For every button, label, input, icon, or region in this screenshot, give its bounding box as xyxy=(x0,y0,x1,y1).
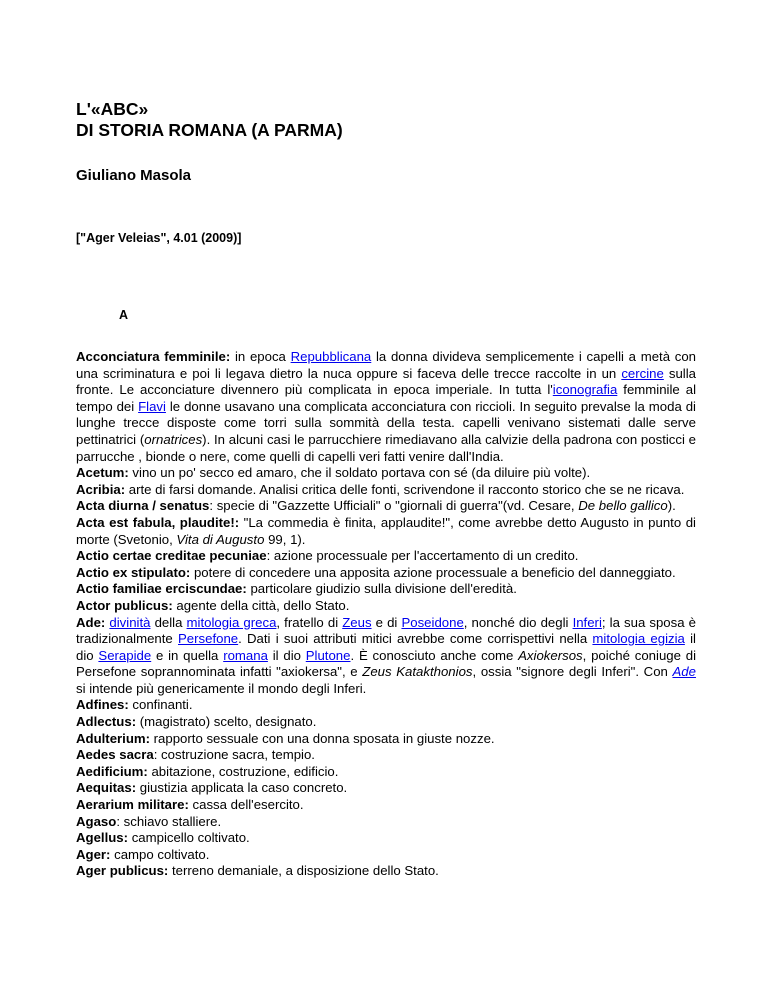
entry-term: Aequitas: xyxy=(76,780,137,796)
entry-text: "La commedia è finita, applaudite!", come avrebbe detto Augusto in punto di morte (Svetonio, xyxy=(76,514,696,547)
entry-link[interactable]: romana xyxy=(223,647,268,663)
entry-text: : azione processuale per l'accertamento di un credito. xyxy=(266,548,579,564)
entry-text: campicello coltivato. xyxy=(128,830,250,846)
entry-text: campo coltivato. xyxy=(110,846,210,862)
entry-term: Adulterium: xyxy=(76,730,150,746)
entry-term: Actio ex stipulato: xyxy=(76,564,191,580)
entry-text: , nonché dio degli xyxy=(463,614,573,630)
entry-italic-text: De bello gallico xyxy=(578,498,668,514)
source-citation: ["Ager Veleias", 4.01 (2009)] xyxy=(76,231,242,245)
entry-text: (magistrato) scelto, designato. xyxy=(136,714,317,730)
glossary-entry xyxy=(76,598,696,615)
glossary-entry xyxy=(76,515,696,548)
title-line-1: L'«ABC» xyxy=(76,99,149,119)
glossary-entry xyxy=(76,731,696,748)
entry-term: Aedes sacra xyxy=(76,747,154,763)
title-line-2: DI STORIA ROMANA (A PARMA) xyxy=(76,120,343,140)
entry-term: Actio certae creditae pecuniae xyxy=(76,548,267,564)
entry-text: : schiavo stalliere. xyxy=(116,813,222,829)
glossary-entry xyxy=(76,714,696,731)
entry-text: vino un po' secco ed amaro, che il soldato portava con sé (da diluire più volte). xyxy=(128,465,591,481)
entry-link[interactable]: cercine xyxy=(621,365,664,381)
entry-link[interactable]: iconografia xyxy=(552,382,618,398)
entry-term: Acconciatura femminile: xyxy=(76,349,231,364)
entry-italic-text: ornatrices xyxy=(144,431,203,447)
section-letter: A xyxy=(119,308,129,322)
entry-link[interactable]: mitologia egizia xyxy=(592,631,685,647)
entry-text: abitazione, costruzione, edificio. xyxy=(147,763,339,779)
entry-term: Agaso xyxy=(76,813,117,829)
entry-text: sulla fronte. Le acconciature divennero più complicata in epoca imperiale. In tutta l' xyxy=(76,365,696,398)
author-name: Giuliano Masola xyxy=(76,167,192,184)
entry-term: Aedificium: xyxy=(76,763,148,779)
glossary-entry xyxy=(76,697,696,714)
entry-text: : costruzione sacra, tempio. xyxy=(153,747,315,763)
entry-term: Adlectus: xyxy=(76,714,137,730)
entry-link[interactable]: Serapide xyxy=(98,647,152,663)
entry-link[interactable]: mitologia greca xyxy=(186,614,277,630)
entry-text: della xyxy=(150,614,187,630)
entry-text: . Dati i suoi attributi mitici avrebbe come corrispettivi nella xyxy=(238,631,593,647)
entry-text: in epoca xyxy=(230,349,291,364)
glossary-entry xyxy=(76,830,696,847)
entry-text: si intende più genericamente il mondo degli Inferi. xyxy=(76,680,367,696)
entry-text: il dio xyxy=(267,647,306,663)
entry-text: . È conosciuto anche come xyxy=(350,647,519,663)
entry-link[interactable]: Poseidone xyxy=(401,614,464,630)
glossary-entry xyxy=(76,747,696,764)
entry-link[interactable]: Ade xyxy=(672,664,696,680)
entry-term: Actor publicus: xyxy=(76,597,173,613)
entry-term: Agellus: xyxy=(76,830,129,846)
entry-text: femminile al tempo dei xyxy=(76,382,696,414)
entry-text: , poiché coniuge di Persefone soprannominata infatti "axiokersa", e xyxy=(76,647,697,680)
entry-italic-text: Zeus Katakthonios xyxy=(362,664,473,680)
entry-term: Acta est fabula, plaudite!: xyxy=(76,514,240,530)
entry-text: particolare giudizio sulla divisione dell'eredità. xyxy=(246,581,517,597)
entry-text: il dio xyxy=(76,631,696,663)
entry-italic-text: Axiokersos xyxy=(518,647,583,663)
entry-text: terreno demaniale, a disposizione dello Stato. xyxy=(168,863,439,879)
glossary-entry xyxy=(76,581,696,598)
glossary-entry xyxy=(76,797,696,814)
entry-link[interactable]: Repubblicana xyxy=(290,349,372,364)
glossary-entry xyxy=(76,615,696,698)
entry-term: Actio familiae erciscundae: xyxy=(76,581,247,597)
entry-link[interactable]: Persefone xyxy=(178,631,239,647)
entry-text: , ossia "signore degli Inferi". Con xyxy=(472,664,673,680)
entry-link[interactable]: Flavi xyxy=(138,398,166,414)
entry-text: la donna divideva semplicemente i capelli a metà con una scriminatura e poi li legava dietro la nuca oppure si faceva delle trecce raccolte in un xyxy=(76,349,697,381)
entry-term: Acetum: xyxy=(76,465,129,481)
entry-term: Ager publicus: xyxy=(76,863,169,879)
entry-text: rapporto sessuale con una donna sposata in giuste nozze. xyxy=(150,730,495,746)
entry-text: ). xyxy=(667,498,676,514)
entry-text: : specie di "Gazzette Ufficiali" o "giornali di guerra"(vd. Cesare, xyxy=(209,498,579,514)
entry-text: cassa dell'esercito. xyxy=(188,797,304,813)
entry-text: e di xyxy=(371,614,402,630)
document-title xyxy=(76,99,343,141)
entry-term: Adfines: xyxy=(76,697,129,713)
glossary-entry xyxy=(76,847,696,864)
entry-term: Acta diurna / senatus xyxy=(76,498,210,514)
entry-text: le donne usavano una complicata acconciatura con riccioli. In seguito prevalse la moda di lunghe trecce disposte come torri sulla sommità della testa. capelli venivano sistemati dalle serve pettinatrici ( xyxy=(76,398,696,447)
glossary-entry xyxy=(76,482,696,499)
entry-text: giustizia applicata la caso concreto. xyxy=(136,780,348,796)
entry-text: ; la sua sposa è tradizionalmente xyxy=(76,614,696,647)
glossary-entry xyxy=(76,814,696,831)
glossary-entry xyxy=(76,498,696,515)
entry-text: e in quella xyxy=(151,647,224,663)
glossary-entries xyxy=(76,349,696,880)
glossary-entry xyxy=(76,465,696,482)
entry-italic-text: Vita di Augusto xyxy=(176,531,265,547)
entry-link[interactable]: divinità xyxy=(109,614,151,630)
glossary-entry xyxy=(76,548,696,565)
glossary-entry xyxy=(76,780,696,797)
entry-term: Acribia: xyxy=(76,481,126,497)
glossary-entry xyxy=(76,565,696,582)
entry-text: potere di concedere una apposita azione processuale a beneficio del danneggiato. xyxy=(190,564,676,580)
entry-link[interactable]: Inferi xyxy=(572,614,602,630)
entry-text: confinanti. xyxy=(128,697,193,713)
entry-link[interactable]: Zeus xyxy=(342,614,372,630)
glossary-entry xyxy=(76,764,696,781)
entry-text: ). In alcuni casi le parrucchiere rimediavano alla calvizie della padrona con posticci e parrucche , bionde o nere, come quelli di capelli veri fatti venire dall'India. xyxy=(76,431,696,464)
entry-text: agente della città, dello Stato. xyxy=(172,597,350,613)
entry-link[interactable]: Plutone xyxy=(305,647,351,663)
glossary-entry xyxy=(76,349,696,465)
entry-text: arte di farsi domande. Analisi critica delle fonti, scrivendone il racconto storico che se ne ricava. xyxy=(125,481,685,497)
entry-term: Ade: xyxy=(76,614,106,630)
entry-term: Aerarium militare: xyxy=(76,797,189,813)
entry-term: Ager: xyxy=(76,846,111,862)
entry-text: 99, 1). xyxy=(264,531,306,547)
glossary-entry xyxy=(76,863,696,880)
entry-text: , fratello di xyxy=(276,614,343,630)
